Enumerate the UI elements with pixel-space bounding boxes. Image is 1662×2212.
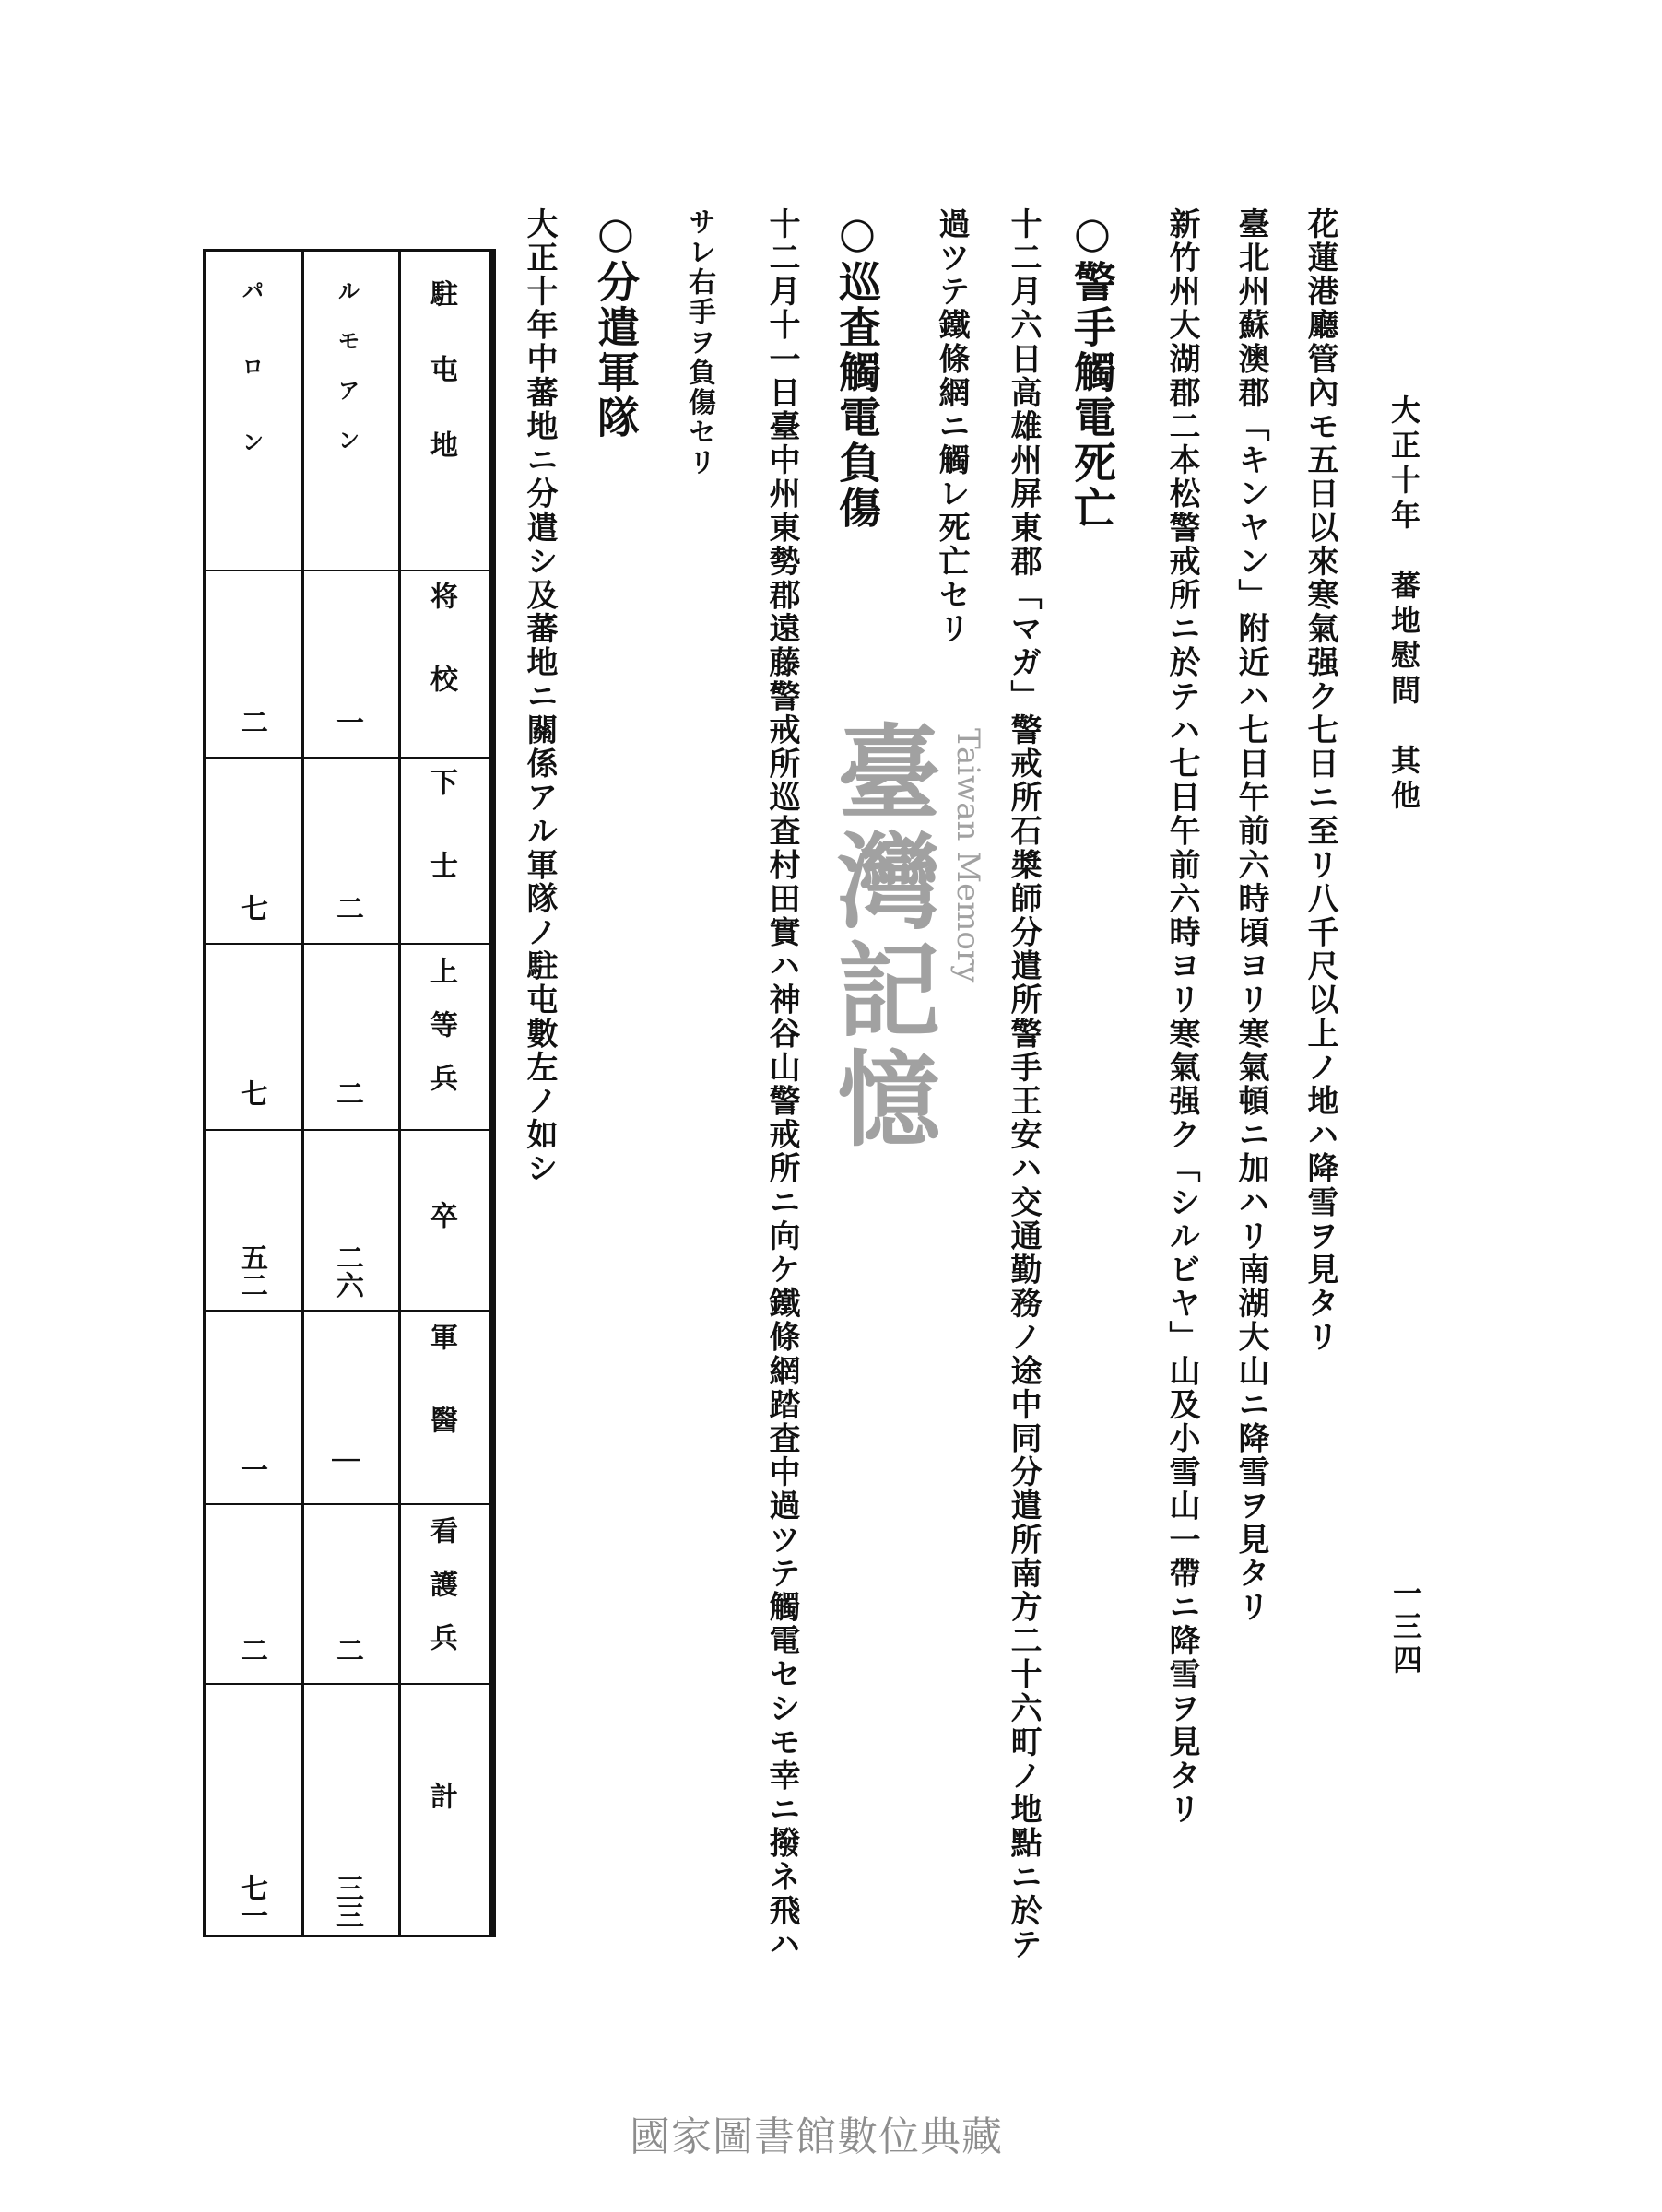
cell-paron-nurse: 二	[235, 1636, 267, 1664]
watermark-english: Taiwan Memory	[949, 728, 986, 983]
table-divider	[206, 757, 489, 759]
cell-rumoan-total: 三三	[331, 1874, 363, 1929]
row-label-nco: 下士	[425, 768, 457, 934]
row-label-superior-private: 上等兵	[425, 957, 457, 1117]
page-number: 一三四	[1388, 1578, 1423, 1677]
paragraph-hualien: 花蓮港廳管內モ五日以來寒氣强ク七日ニ至リ八千尺以上ノ地ハ降雪ヲ見タリ	[1302, 207, 1338, 1355]
paragraph-hsinchu: 新竹州大湖郡二本松警戒所ニ於テハ七日午前六時ヨリ寒氣强ク「シルビヤ」山及小雪山一帶ニ降雪ヲ見タリ	[1163, 207, 1200, 1827]
column-header-rumoan: ルモアン	[334, 279, 360, 478]
cell-rumoan-nco: 二	[331, 894, 363, 922]
troop-table	[203, 249, 496, 1937]
cell-paron-private: 五二	[235, 1243, 267, 1299]
table-divider	[206, 1310, 489, 1312]
row-label-station: 駐屯地	[425, 279, 457, 506]
cell-paron-officers: 二	[235, 708, 267, 735]
row-label-officers: 将校	[425, 582, 457, 747]
section1-line-1: 十二月六日高雄州屏東郡「マガ」警戒所石槳師分遣所警手王安ハ交通勤務ノ途中同分遣所南方二十六町ノ地點ニ於テ	[1005, 207, 1042, 1962]
section1-line-2: 過ツテ鐵條網ニ觸レ死亡セリ	[933, 207, 970, 646]
column-header-paron: パロン	[238, 279, 265, 506]
row-label-private: 卒	[425, 1201, 457, 1249]
section-heading-police-injury: ○巡査觸電負傷	[832, 207, 882, 531]
cell-paron-nco: 七	[235, 894, 267, 922]
running-head-title: 大正十年 蕃地慰問 其他	[1386, 394, 1421, 815]
table-divider	[206, 1503, 489, 1505]
watermark-logo: 臺灣記憶	[820, 719, 941, 1154]
section3-line-1: 大正十年中蕃地ニ分遣シ及蕃地ニ關係アル軍隊ノ駐屯數左ノ如シ	[521, 207, 558, 1186]
table-divider	[206, 1683, 489, 1685]
table-divider	[206, 943, 489, 945]
row-label-nurse: 看護兵	[425, 1516, 457, 1677]
section-heading-guard-death: ○警手觸電死亡	[1067, 207, 1117, 531]
table-divider	[206, 1129, 489, 1131]
cell-paron-total: 七一	[235, 1874, 267, 1929]
section2-line-2: サレ右手ヲ負傷セリ	[683, 207, 715, 478]
cell-rumoan-officers: 一	[331, 708, 363, 735]
section2-line-1: 十二月十一日臺中州東勢郡遠藤警戒所巡査村田實ハ神谷山警戒所ニ向ケ鐵條網踏査中過ツテ觸電セシモ幸ニ撥ネ飛ハ	[763, 207, 800, 1962]
cell-rumoan-private: 二六	[331, 1243, 363, 1299]
table-divider	[206, 570, 489, 571]
cell-paron-superior-private: 七	[235, 1079, 267, 1107]
cell-rumoan-superior-private: 二	[331, 1079, 363, 1107]
paragraph-taipei: 臺北州蘇澳郡「キンヤン」附近ハ七日午前六時頃ヨリ寒氣頓ニ加ハリ南湖大山ニ降雪ヲ見タリ	[1232, 207, 1269, 1625]
cell-rumoan-medic: |	[331, 1455, 363, 1465]
section-heading-troops: ○分遣軍隊	[591, 207, 641, 441]
row-label-total: 計	[425, 1782, 457, 1830]
cell-rumoan-nurse: 二	[331, 1636, 363, 1664]
row-label-medic: 軍醫	[425, 1323, 457, 1488]
cell-paron-medic: 一	[235, 1455, 267, 1483]
footer-library-credit: 國家圖書館數位典藏	[630, 2113, 1003, 2160]
